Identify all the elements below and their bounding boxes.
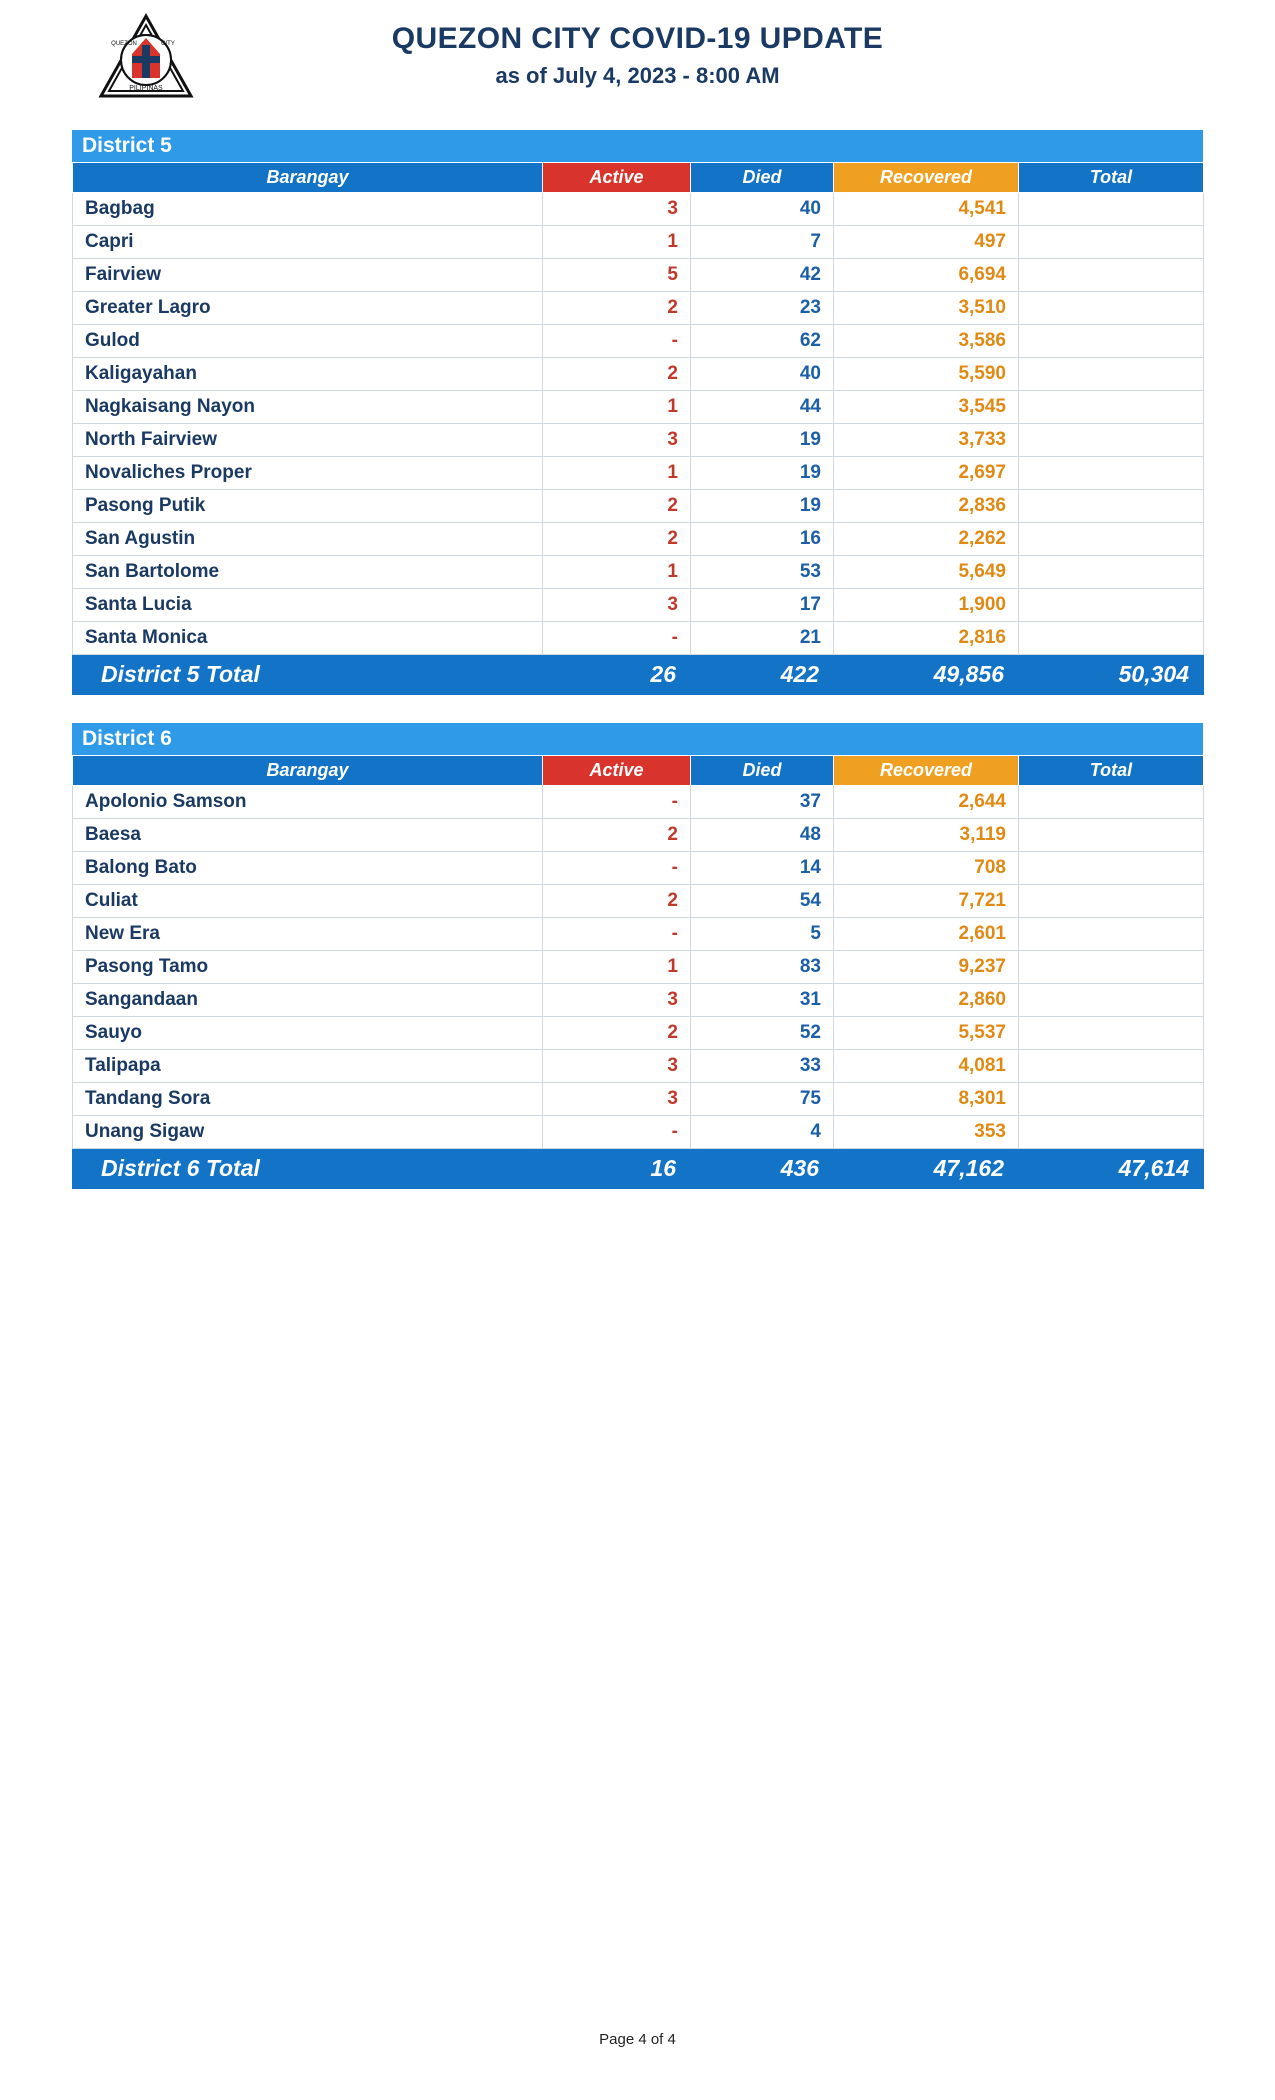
cell-recovered: 3,510	[834, 292, 1019, 325]
cell-total: 5,591	[1019, 1017, 1204, 1050]
cell-total: 505	[1019, 226, 1204, 259]
column-header-recovered: Recovered	[834, 163, 1019, 193]
cell-recovered: 1,900	[834, 589, 1019, 622]
cell-active: -	[543, 852, 691, 885]
district-total-total: 47,614	[1019, 1149, 1204, 1189]
cell-died: 44	[691, 391, 834, 424]
cell-active: 3	[543, 1050, 691, 1083]
cell-died: 75	[691, 1083, 834, 1116]
cell-died: 40	[691, 358, 834, 391]
cell-total: 6,741	[1019, 259, 1204, 292]
table-row	[73, 589, 1204, 622]
cell-active: 5	[543, 259, 691, 292]
cell-recovered: 6,694	[834, 259, 1019, 292]
district-total-label: District 6 Total	[73, 1149, 543, 1189]
cell-barangay: Nagkaisang Nayon	[73, 391, 543, 424]
document-header	[72, 0, 1203, 120]
page-footer: Page 4 of 4	[599, 2031, 676, 2048]
cell-active: 2	[543, 523, 691, 556]
cell-died: 62	[691, 325, 834, 358]
svg-text:PILIPINAS: PILIPINAS	[129, 85, 163, 92]
table-header-row	[73, 163, 1204, 193]
cell-active: 1	[543, 457, 691, 490]
table-row	[73, 490, 1204, 523]
table-row	[73, 457, 1204, 490]
district-title-5: District 5	[72, 130, 1203, 162]
table-row	[73, 193, 1204, 226]
table-row	[73, 259, 1204, 292]
table-row	[73, 786, 1204, 819]
cell-died: 52	[691, 1017, 834, 1050]
cell-recovered: 3,545	[834, 391, 1019, 424]
cell-recovered: 2,644	[834, 786, 1019, 819]
cell-recovered: 7,721	[834, 885, 1019, 918]
cell-total: 2,717	[1019, 457, 1204, 490]
district-total-total: 50,304	[1019, 655, 1204, 695]
cell-died: 19	[691, 424, 834, 457]
cell-barangay: North Fairview	[73, 424, 543, 457]
table-row	[73, 292, 1204, 325]
cell-barangay: Pasong Putik	[73, 490, 543, 523]
cell-barangay: San Bartolome	[73, 556, 543, 589]
cell-died: 33	[691, 1050, 834, 1083]
cell-barangay: Santa Monica	[73, 622, 543, 655]
cell-recovered: 4,081	[834, 1050, 1019, 1083]
cell-barangay: Talipapa	[73, 1050, 543, 1083]
cell-active: 3	[543, 424, 691, 457]
cell-died: 7	[691, 226, 834, 259]
cell-died: 54	[691, 885, 834, 918]
cell-total: 3,169	[1019, 819, 1204, 852]
cell-total: 7,777	[1019, 885, 1204, 918]
cell-barangay: New Era	[73, 918, 543, 951]
table-row	[73, 523, 1204, 556]
column-header-active: Active	[543, 163, 691, 193]
cell-barangay: Tandang Sora	[73, 1083, 543, 1116]
cell-active: 2	[543, 358, 691, 391]
cell-active: 3	[543, 589, 691, 622]
cell-active: 2	[543, 1017, 691, 1050]
cell-total: 722	[1019, 852, 1204, 885]
cell-active: -	[543, 325, 691, 358]
cell-died: 4	[691, 1116, 834, 1149]
cell-total: 3,755	[1019, 424, 1204, 457]
cell-died: 17	[691, 589, 834, 622]
cell-died: 40	[691, 193, 834, 226]
cell-barangay: Balong Bato	[73, 852, 543, 885]
cell-total: 3,590	[1019, 391, 1204, 424]
cell-total: 1,920	[1019, 589, 1204, 622]
cell-barangay: Baesa	[73, 819, 543, 852]
table-row	[73, 358, 1204, 391]
district-total-row	[73, 655, 1204, 695]
cell-total: 5,632	[1019, 358, 1204, 391]
cell-barangay: Santa Lucia	[73, 589, 543, 622]
cell-barangay: Kaligayahan	[73, 358, 543, 391]
column-header-died: Died	[691, 756, 834, 786]
cell-recovered: 2,601	[834, 918, 1019, 951]
cell-total: 4,584	[1019, 193, 1204, 226]
page-title: QUEZON CITY COVID-19 UPDATE	[391, 22, 884, 55]
quezon-city-seal-icon	[98, 12, 194, 100]
cell-died: 21	[691, 622, 834, 655]
cell-barangay: Unang Sigaw	[73, 1116, 543, 1149]
table-row	[73, 852, 1204, 885]
cell-recovered: 353	[834, 1116, 1019, 1149]
cell-barangay: Sauyo	[73, 1017, 543, 1050]
table-row	[73, 622, 1204, 655]
cell-active: -	[543, 918, 691, 951]
district-total-active: 16	[543, 1149, 691, 1189]
cell-died: 19	[691, 457, 834, 490]
cell-died: 23	[691, 292, 834, 325]
district-total-died: 422	[691, 655, 834, 695]
table-row	[73, 391, 1204, 424]
district-block-6	[72, 723, 1203, 1189]
table-row	[73, 556, 1204, 589]
cell-active: -	[543, 786, 691, 819]
cell-active: 1	[543, 951, 691, 984]
district-total-row	[73, 1149, 1204, 1189]
district-table-6	[72, 755, 1204, 1189]
column-header-barangay: Barangay	[73, 163, 543, 193]
cell-total: 9,321	[1019, 951, 1204, 984]
cell-active: -	[543, 622, 691, 655]
cell-total: 2,894	[1019, 984, 1204, 1017]
cell-died: 42	[691, 259, 834, 292]
cell-recovered: 5,537	[834, 1017, 1019, 1050]
cell-total: 2,857	[1019, 490, 1204, 523]
table-row	[73, 424, 1204, 457]
cell-total: 8,379	[1019, 1083, 1204, 1116]
cell-barangay: Bagbag	[73, 193, 543, 226]
table-header-row	[73, 756, 1204, 786]
cell-barangay: Apolonio Samson	[73, 786, 543, 819]
cell-recovered: 5,590	[834, 358, 1019, 391]
cell-barangay: Culiat	[73, 885, 543, 918]
table-row	[73, 1116, 1204, 1149]
cell-total: 2,837	[1019, 622, 1204, 655]
district-table-5	[72, 162, 1204, 695]
cell-active: 2	[543, 490, 691, 523]
cell-barangay: Fairview	[73, 259, 543, 292]
table-row	[73, 226, 1204, 259]
district-title-6: District 6	[72, 723, 1203, 755]
column-header-total: Total	[1019, 163, 1204, 193]
cell-total: 357	[1019, 1116, 1204, 1149]
cell-active: 2	[543, 292, 691, 325]
svg-text:QUEZON: QUEZON	[111, 41, 137, 47]
svg-text:CITY: CITY	[161, 41, 175, 47]
cell-died: 31	[691, 984, 834, 1017]
cell-recovered: 2,860	[834, 984, 1019, 1017]
district-total-active: 26	[543, 655, 691, 695]
cell-barangay: Pasong Tamo	[73, 951, 543, 984]
cell-died: 14	[691, 852, 834, 885]
cell-total: 2,681	[1019, 786, 1204, 819]
cell-died: 5	[691, 918, 834, 951]
cell-barangay: Greater Lagro	[73, 292, 543, 325]
cell-barangay: Gulod	[73, 325, 543, 358]
cell-recovered: 497	[834, 226, 1019, 259]
cell-died: 83	[691, 951, 834, 984]
cell-recovered: 3,586	[834, 325, 1019, 358]
cell-active: 1	[543, 391, 691, 424]
cell-total: 2,606	[1019, 918, 1204, 951]
cell-active: 1	[543, 226, 691, 259]
column-header-active: Active	[543, 756, 691, 786]
district-block-5	[72, 130, 1203, 695]
cell-recovered: 5,649	[834, 556, 1019, 589]
cell-total: 4,117	[1019, 1050, 1204, 1083]
cell-recovered: 3,733	[834, 424, 1019, 457]
title-block	[72, 0, 1203, 89]
cell-barangay: Capri	[73, 226, 543, 259]
district-total-recovered: 49,856	[834, 655, 1019, 695]
cell-barangay: Novaliches Proper	[73, 457, 543, 490]
table-row	[73, 951, 1204, 984]
cell-died: 16	[691, 523, 834, 556]
cell-recovered: 8,301	[834, 1083, 1019, 1116]
cell-active: 3	[543, 1083, 691, 1116]
cell-died: 37	[691, 786, 834, 819]
cell-active: -	[543, 1116, 691, 1149]
cell-total: 2,280	[1019, 523, 1204, 556]
table-row	[73, 325, 1204, 358]
cell-active: 2	[543, 885, 691, 918]
cell-total: 5,703	[1019, 556, 1204, 589]
cell-active: 2	[543, 819, 691, 852]
table-row	[73, 918, 1204, 951]
column-header-died: Died	[691, 163, 834, 193]
table-row	[73, 984, 1204, 1017]
cell-active: 3	[543, 984, 691, 1017]
table-row	[73, 1083, 1204, 1116]
cell-recovered: 9,237	[834, 951, 1019, 984]
cell-active: 1	[543, 556, 691, 589]
table-row	[73, 885, 1204, 918]
cell-total: 3,535	[1019, 292, 1204, 325]
cell-recovered: 2,697	[834, 457, 1019, 490]
cell-recovered: 2,262	[834, 523, 1019, 556]
table-row	[73, 819, 1204, 852]
cell-recovered: 708	[834, 852, 1019, 885]
cell-recovered: 4,541	[834, 193, 1019, 226]
district-total-label: District 5 Total	[73, 655, 543, 695]
column-header-barangay: Barangay	[73, 756, 543, 786]
district-total-recovered: 47,162	[834, 1149, 1019, 1189]
cell-died: 19	[691, 490, 834, 523]
cell-barangay: Sangandaan	[73, 984, 543, 1017]
column-header-total: Total	[1019, 756, 1204, 786]
table-row	[73, 1050, 1204, 1083]
cell-total: 3,648	[1019, 325, 1204, 358]
cell-died: 53	[691, 556, 834, 589]
district-total-died: 436	[691, 1149, 834, 1189]
cell-active: 3	[543, 193, 691, 226]
cell-recovered: 2,836	[834, 490, 1019, 523]
cell-died: 48	[691, 819, 834, 852]
cell-barangay: San Agustin	[73, 523, 543, 556]
page-subtitle: as of July 4, 2023 - 8:00 AM	[495, 63, 780, 88]
table-row	[73, 1017, 1204, 1050]
cell-recovered: 2,816	[834, 622, 1019, 655]
cell-recovered: 3,119	[834, 819, 1019, 852]
column-header-recovered: Recovered	[834, 756, 1019, 786]
